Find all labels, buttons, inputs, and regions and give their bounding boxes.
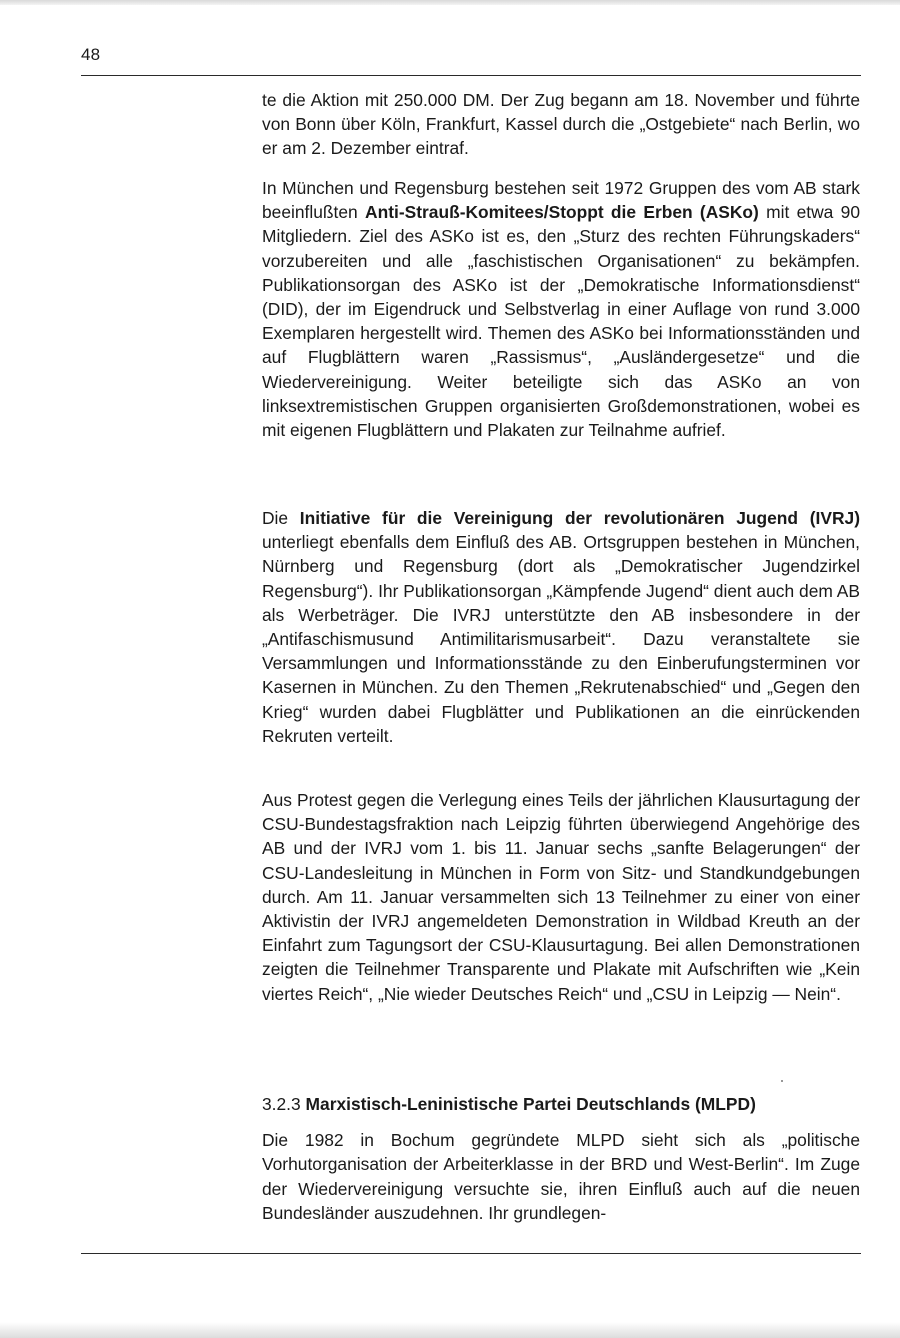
page-top-edge: [0, 0, 900, 5]
paragraph-mlpd: [262, 1128, 860, 1225]
paragraph-asko-body: mit etwa 90 Mitgliedern. Ziel des ASKo ist es, den „Sturz des rechten Führungskaders“ vorzubereiten und alle „faschistischen Organisationen“ zu bekämpfen. Publikationsorgan des ASKo ist der „Demokratische Informationsdienst“ (DID), der im Eigendruck und Selbstverlag in einer Auflage von rund 3.000 Exemplaren hergestellt wird. Themen des ASKo bei Informationsständen und auf Flugblättern waren „Rassismus“, „Ausländergesetze“ und die Wiedervereinigung. Weiter beteiligte sich das ASKo an von linksextremistischen Gruppen organisierten Großdemonstrationen, wobei es mit eigenen Flugblättern und Plakaten zur Teilnahme aufrief.: [262, 202, 860, 441]
paragraph-mlpd-text: Die 1982 in Bochum gegründete MLPD sieht sich als „politische Vorhutorganisation der Arbeiterklasse in der BRD und West-Berlin“. Im Zuge der Wiedervereinigung versuchte sie, ihren Einfluß auch auf die neuen Bundesländer auszudehnen. Ihr grundlegen-: [262, 1130, 860, 1223]
page-number: 48: [81, 45, 101, 64]
section-number: 3.2.3: [262, 1094, 301, 1114]
paragraph-asko: [262, 176, 860, 490]
term-asko: Anti-Strauß-Komitees/Stoppt die Erben (ASKo): [365, 202, 759, 223]
paragraph-asko-intro: In München und Regensburg bestehen seit 1972 Gruppen des vom AB stark beeinflußten: [262, 178, 860, 223]
term-ivrj: Initiative für die Vereinigung der revolutionären Jugend (IVRJ): [299, 508, 860, 528]
document-body: [262, 88, 860, 1241]
paragraph-ivrj-intro: Die: [262, 508, 300, 528]
paragraph-1: [262, 88, 860, 160]
header-rule: [81, 75, 861, 76]
paragraph-ivrj: [262, 506, 860, 772]
paragraph-ivrj-body: unterliegt ebenfalls dem Einfluß des AB. Ortsgruppen bestehen in München, Nürnberg und Regensburg (dort als „Demokratischer Jugendzirkel Regensburg“). Ihr Publikationsorgan „Kämpfende Jugend“ dient auch dem AB als Werbeträger. Die IVRJ unterstützte den AB insbesondere in der „Antifaschismusund Antimilitarismusarbeit“. Dazu veranstaltete sie Versammlungen und Informationsstände zu den Einberufungsterminen vor Kasernen in München. Zu den Themen „Rekrutenabschied“ und „Gegen den Krieg“ wurden dabei Flugblätter und Publikationen an die einrückenden Rekruten verteilt.: [262, 532, 860, 746]
paragraph-protest: [262, 788, 860, 1054]
section-heading: [262, 1092, 860, 1116]
scan-speck: [781, 1080, 783, 1082]
page-bottom-edge: [0, 1322, 900, 1338]
footer-rule: [81, 1253, 861, 1254]
section-title: Marxistisch-Leninistische Partei Deutschlands (MLPD): [305, 1094, 756, 1114]
paragraph-protest-text: Aus Protest gegen die Verlegung eines Teils der jährlichen Klausurtagung der CSU-Bundestagsfraktion nach Leipzig führten überwiegend Angehörige des AB und der IVRJ vom 1. bis 11. Januar sechs „sanfte Belagerungen“ der CSU-Landesleitung in München in Form von Sitz- und Standkundgebungen durch. Am 11. Januar versammelten sich 13 Teilnehmer zu einer von einer Aktivistin der IVRJ angemeldeten Demonstration in Wildbad Kreuth an der Einfahrt zum Tagungsort der CSU-Klausurtagung. Bei allen Demonstrationen zeigten die Teilnehmer Transparente und Plakate mit Aufschriften wie „Kein viertes Reich“, „Nie wieder Deutsches Reich“ und „CSU in Leipzig — Nein“.: [262, 790, 860, 1004]
paragraph-1-text: te die Aktion mit 250.000 DM. Der Zug begann am 18. November und führte von Bonn über Köln, Frankfurt, Kassel durch die „Ostgebiete“ nach Berlin, wo er am 2. Dezember eintraf.: [262, 90, 860, 159]
